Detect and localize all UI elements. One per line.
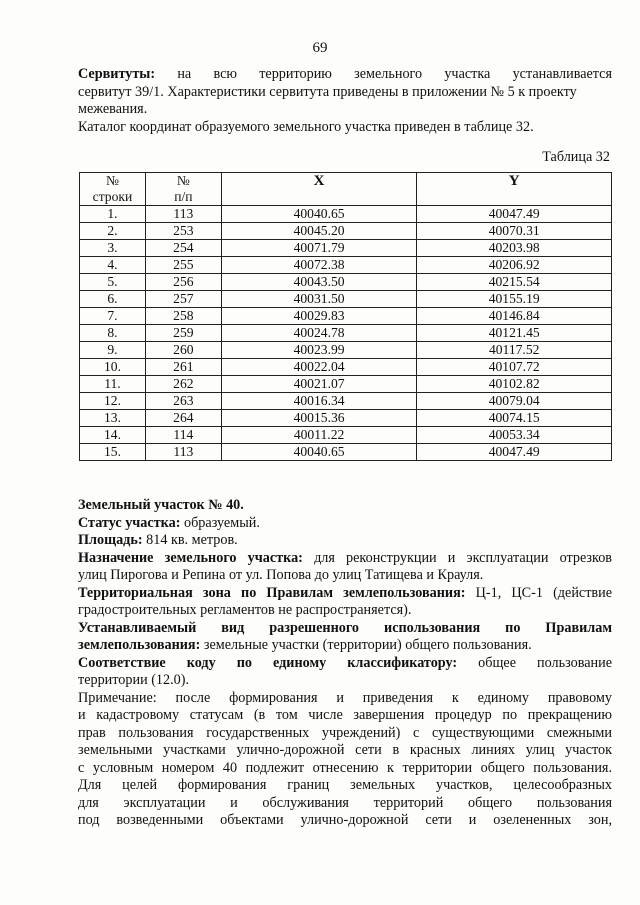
use-line-1: Устанавливаемый вид разрешенного использования по Правилам — [78, 619, 612, 636]
area-line — [78, 532, 612, 550]
cell-pp: 114 — [145, 427, 221, 444]
zone-line-1 — [78, 585, 612, 603]
use-label-2: землепользования: — [78, 637, 201, 653]
cell-x: 40040.65 — [221, 444, 417, 461]
cell-y: 40047.49 — [417, 206, 612, 223]
cell-y: 40155.19 — [417, 291, 612, 308]
cell-pp: 259 — [145, 325, 221, 342]
table-row — [80, 308, 612, 325]
page-number: 69 — [312, 40, 328, 56]
zone-label: Территориальная зона по Правилам землепользования: — [78, 584, 466, 601]
cell-x: 40043.50 — [221, 274, 417, 291]
cell-n: 11. — [80, 376, 146, 393]
purpose-label: Назначение земельного участка: — [78, 549, 303, 566]
cell-x: 40021.07 — [221, 376, 417, 393]
status-line — [78, 515, 612, 533]
servitude-line-1 — [78, 66, 612, 84]
cell-n: 13. — [80, 410, 146, 427]
cell-pp: 261 — [145, 359, 221, 376]
cell-x: 40040.65 — [221, 206, 417, 223]
note-line: прав пользования государственных учреждений) с существующими смежными — [78, 724, 612, 741]
table-row — [80, 206, 612, 223]
cell-x: 40072.38 — [221, 257, 417, 274]
cell-x: 40015.36 — [221, 410, 417, 427]
coordinates-table — [79, 172, 612, 461]
header-pp-2: п/п — [174, 189, 193, 204]
note-line: земельными участками улично-дорожной сети в красных линиях улиц участок — [78, 742, 612, 758]
parcel-section — [78, 497, 612, 830]
servitude-line-2: сервитут 39/1. Характеристики сервитута приведены в приложении № 5 к проекту — [78, 83, 577, 100]
table-row — [80, 410, 612, 427]
cell-n: 7. — [80, 308, 146, 325]
cell-pp: 258 — [145, 308, 221, 325]
cell-y: 40079.04 — [417, 393, 612, 410]
header-pp-1: № — [176, 173, 190, 188]
cell-y: 40146.84 — [417, 308, 612, 325]
code-value-1: общее пользование — [478, 654, 612, 671]
cell-n: 15. — [80, 444, 146, 461]
cell-x: 40024.78 — [221, 325, 417, 342]
table-row — [80, 393, 612, 410]
header-row-number-1: № — [105, 173, 119, 188]
cell-n: 5. — [80, 274, 146, 291]
cell-pp: 263 — [145, 393, 221, 410]
code-label: Соответствие коду по единому классификатору: — [78, 654, 458, 671]
cell-pp: 113 — [145, 444, 221, 461]
area-label: Площадь: — [78, 532, 143, 548]
note-paragraph — [78, 690, 612, 830]
parcel-heading: Земельный участок № 40. — [78, 497, 244, 513]
use-value: земельные участки (территории) общего пользования. — [203, 637, 532, 653]
note-line: Для целей формирования границ земельных участков, целесообразных — [78, 777, 612, 793]
table-row — [80, 274, 612, 291]
table-caption: Таблица 32 — [542, 149, 610, 165]
cell-x: 40031.50 — [221, 291, 417, 308]
note-line: под возведенными объектами улично-дорожной сети и озелененных зон, — [78, 812, 612, 828]
cell-pp: 113 — [145, 206, 221, 223]
note-line: для эксплуатации и обслуживания территорий общего пользования — [78, 794, 612, 811]
cell-y: 40203.98 — [417, 240, 612, 257]
cell-pp: 262 — [145, 376, 221, 393]
cell-x: 40016.34 — [221, 393, 417, 410]
note-line: с условным номером 40 подлежит отнесению к территории общего пользования. — [78, 759, 612, 776]
table-row — [80, 223, 612, 240]
servitude-line-3: межевания. — [78, 101, 148, 117]
zone-value-1: Ц-1, ЦС-1 (действие — [475, 584, 612, 601]
cell-y: 40107.72 — [417, 359, 612, 376]
status-value: образуемый. — [184, 514, 260, 531]
status-label: Статус участка: — [78, 514, 181, 531]
table-header-row — [80, 173, 612, 206]
cell-pp: 254 — [145, 240, 221, 257]
cell-n: 12. — [80, 393, 146, 410]
cell-y: 40215.54 — [417, 274, 612, 291]
servitude-label: Сервитуты: — [78, 66, 156, 82]
cell-pp: 260 — [145, 342, 221, 359]
cell-y: 40117.52 — [417, 342, 612, 359]
purpose-line-1 — [78, 550, 612, 568]
cell-n: 9. — [80, 342, 146, 359]
cell-n: 6. — [80, 291, 146, 308]
cell-y: 40053.34 — [417, 427, 612, 444]
cell-x: 40045.20 — [221, 223, 417, 240]
cell-n: 1. — [80, 206, 146, 223]
cell-y: 40206.92 — [417, 257, 612, 274]
cell-x: 40022.04 — [221, 359, 417, 376]
cell-y: 40070.31 — [417, 223, 612, 240]
cell-n: 10. — [80, 359, 146, 376]
servitude-paragraph — [78, 66, 612, 136]
cell-n: 14. — [80, 427, 146, 444]
servitude-text-1: на всю территорию земельного участка устанавливается — [177, 66, 613, 82]
code-line-1 — [78, 655, 612, 673]
cell-n: 4. — [80, 257, 146, 274]
table-row — [80, 291, 612, 308]
table-row — [80, 257, 612, 274]
cell-y: 40074.15 — [417, 410, 612, 427]
cell-pp: 253 — [145, 223, 221, 240]
cell-y: 40121.45 — [417, 325, 612, 342]
header-point-number — [145, 173, 221, 206]
cell-pp: 256 — [145, 274, 221, 291]
code-line-2: территории (12.0). — [78, 672, 190, 688]
use-line-2 — [78, 637, 612, 655]
cell-pp: 255 — [145, 257, 221, 274]
cell-pp: 264 — [145, 410, 221, 427]
cell-n: 2. — [80, 223, 146, 240]
table-row — [80, 342, 612, 359]
table-row — [80, 359, 612, 376]
header-x: X — [221, 173, 417, 206]
table-row — [80, 444, 612, 461]
cell-y: 40102.82 — [417, 376, 612, 393]
zone-line-2: градостроительных регламентов не распространяется). — [78, 602, 412, 618]
header-row-number-2: строки — [92, 189, 133, 204]
cell-x: 40029.83 — [221, 308, 417, 325]
header-row-number — [80, 173, 146, 206]
catalog-text: Каталог координат образуемого земельного участка приведен в таблице 32. — [78, 118, 534, 135]
note-line: и кадастровому статусам (в том числе завершения процедур по прекращению — [78, 707, 612, 723]
area-value: 814 кв. метров. — [146, 532, 238, 548]
cell-x: 40023.99 — [221, 342, 417, 359]
table-row — [80, 325, 612, 342]
cell-pp: 257 — [145, 291, 221, 308]
table-row — [80, 376, 612, 393]
purpose-value-1: для реконструкции и эксплуатации отрезков — [314, 549, 612, 566]
cell-y: 40047.49 — [417, 444, 612, 461]
note-line: Примечание: после формирования и приведения к единому правовому — [78, 689, 612, 706]
cell-n: 8. — [80, 325, 146, 342]
table-row — [80, 240, 612, 257]
header-y: Y — [417, 173, 612, 206]
table-row — [80, 427, 612, 444]
cell-x: 40071.79 — [221, 240, 417, 257]
cell-n: 3. — [80, 240, 146, 257]
cell-x: 40011.22 — [221, 427, 417, 444]
purpose-line-2: улиц Пирогова и Репина от ул. Попова до улиц Татищева и Крауля. — [78, 567, 484, 583]
table-body — [80, 206, 612, 461]
